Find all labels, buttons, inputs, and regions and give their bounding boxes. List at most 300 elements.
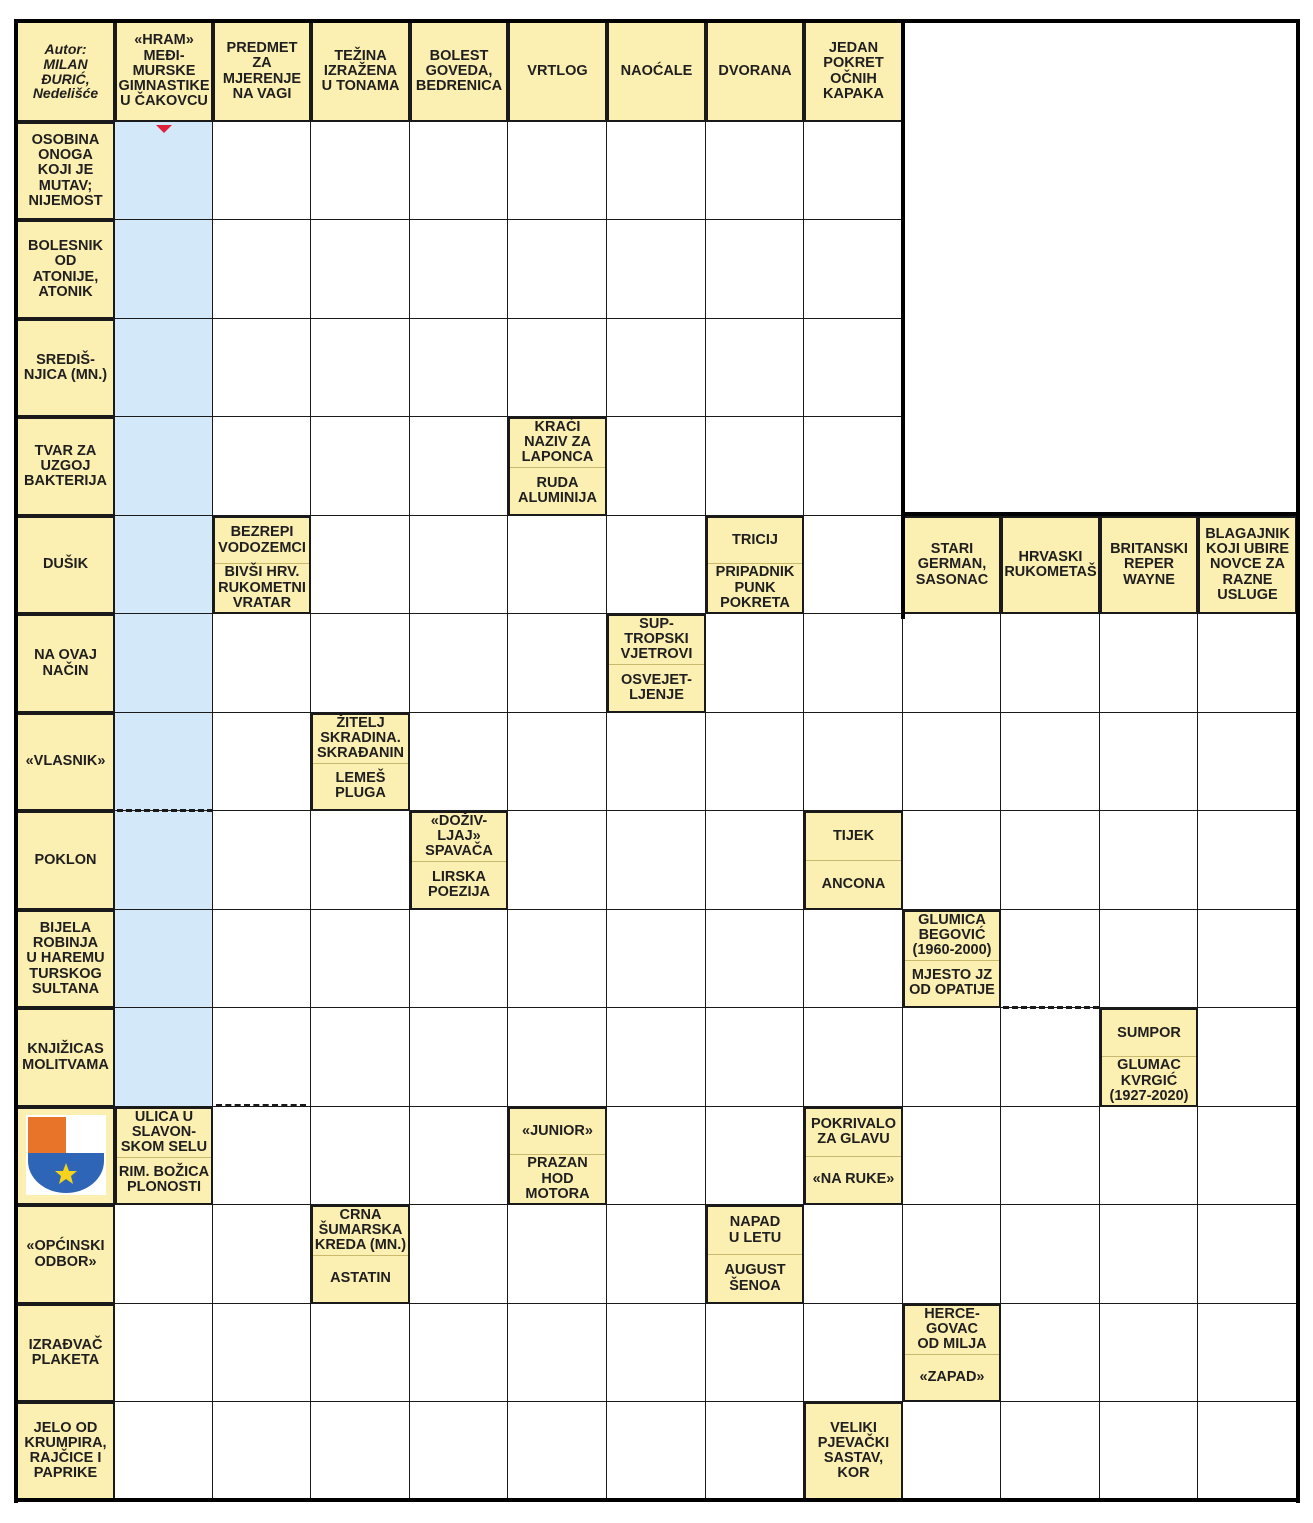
top-clue-naocale — [607, 21, 706, 122]
left-clue-tvar — [16, 417, 115, 516]
answer-cell[interactable] — [508, 319, 607, 417]
answer-cell[interactable] — [1100, 910, 1198, 1008]
clue-part — [215, 563, 309, 612]
answer-cell[interactable] — [1001, 713, 1100, 811]
answer-cell[interactable] — [706, 713, 804, 811]
answer-cell[interactable] — [508, 122, 607, 220]
answer-cell[interactable] — [115, 1402, 213, 1500]
clue-line: KOJI JE — [37, 162, 94, 179]
answer-cell[interactable] — [607, 220, 706, 319]
clue-line: TRICIJ — [732, 532, 778, 549]
clue-part — [510, 1109, 605, 1154]
clue-line: DVORANA — [718, 62, 792, 79]
inner-clue-pokrivalo — [804, 1107, 903, 1205]
answer-cell[interactable] — [1198, 1402, 1297, 1500]
clue-line: WAYNE — [1123, 571, 1175, 588]
answer-cell[interactable] — [903, 1205, 1001, 1304]
clue-line: JEDAN — [828, 40, 879, 57]
clue-line: REPER — [1124, 556, 1174, 573]
clue-line: VELIKI — [830, 1419, 877, 1436]
answer-cell[interactable] — [1198, 910, 1297, 1008]
clue-part — [313, 763, 408, 809]
dashed-separator — [216, 1104, 306, 1107]
answer-cell[interactable] — [311, 122, 410, 220]
clue-part — [313, 1255, 408, 1302]
clue-line: LIRSKA — [432, 868, 486, 885]
answer-cell[interactable] — [213, 713, 311, 811]
clue-part — [609, 616, 704, 664]
answer-cell[interactable] — [311, 417, 410, 516]
answer-cell[interactable] — [607, 319, 706, 417]
left-clue-izradjivac — [16, 1304, 115, 1402]
clue-line: HOD — [541, 1170, 574, 1187]
inner-clue-sumpor — [1100, 1008, 1198, 1107]
right-clue-stari-german — [903, 516, 1001, 614]
clue-line: NA OVAJ — [34, 647, 97, 664]
clue-line: ATONIK — [38, 283, 93, 300]
clue-line: SUMPOR — [1117, 1024, 1181, 1041]
inner-clue-crna — [311, 1205, 410, 1304]
clue-line: TROPSKI — [624, 631, 689, 648]
answer-cell[interactable] — [804, 516, 903, 614]
answer-cell[interactable] — [607, 1008, 706, 1107]
answer-cell[interactable] — [410, 417, 508, 516]
answer-cell[interactable] — [1198, 614, 1297, 713]
answer-cell[interactable] — [115, 122, 213, 220]
clue-line: TEŽINA — [334, 47, 387, 64]
clue-line: GOVEDA, — [425, 62, 493, 79]
answer-cell[interactable] — [410, 122, 508, 220]
clue-line: RUDA — [536, 474, 579, 491]
answer-cell[interactable] — [903, 713, 1001, 811]
answer-cell[interactable] — [410, 713, 508, 811]
answer-cell[interactable] — [311, 1008, 410, 1107]
answer-cell[interactable] — [607, 910, 706, 1008]
clue-line: BIVŠI HRV. — [224, 564, 300, 581]
clue-line: POEZIJA — [427, 883, 491, 900]
clue-line: LEMEŠ — [335, 770, 386, 787]
answer-cell[interactable] — [1001, 910, 1100, 1008]
clue-line: ATONIJE, — [32, 268, 99, 285]
clue-line: TIJEK — [832, 827, 875, 844]
frame-inner-vertical — [901, 19, 905, 619]
answer-cell[interactable] — [115, 910, 213, 1008]
clue-line: OSOBINA — [31, 131, 100, 148]
inner-clue-tricij — [706, 516, 804, 614]
top-clue-tezina — [311, 21, 410, 122]
answer-cell[interactable] — [311, 1107, 410, 1205]
answer-cell[interactable] — [607, 1304, 706, 1402]
clue-line: MOLITVAMA — [22, 1056, 109, 1073]
answer-cell[interactable] — [1001, 614, 1100, 713]
answer-cell[interactable] — [607, 1402, 706, 1500]
answer-cell[interactable] — [508, 811, 607, 910]
answer-cell[interactable] — [1100, 1304, 1198, 1402]
clue-line: (1960-2000) — [912, 942, 992, 959]
answer-cell[interactable] — [213, 1402, 311, 1500]
left-clue-poklon — [16, 811, 115, 910]
clue-part — [510, 467, 605, 514]
clue-part — [806, 1156, 901, 1204]
answer-cell[interactable] — [1198, 1008, 1297, 1107]
answer-cell[interactable] — [410, 516, 508, 614]
answer-cell[interactable] — [311, 1304, 410, 1402]
answer-cell[interactable] — [213, 319, 311, 417]
answer-cell[interactable] — [804, 220, 903, 319]
answer-cell[interactable] — [115, 713, 213, 811]
inner-clue-glumica — [903, 910, 1001, 1008]
clue-line: ALUMINIJA — [518, 489, 597, 506]
answer-cell[interactable] — [508, 1205, 607, 1304]
clue-line: KOJI UBIRE — [1206, 541, 1289, 558]
inner-clue-veliki — [804, 1402, 903, 1500]
clue-line: NAČIN — [42, 662, 89, 679]
answer-cell[interactable] — [607, 516, 706, 614]
frame-bottom — [14, 1498, 1299, 1502]
inner-clue-suptropski — [607, 614, 706, 713]
answer-cell[interactable] — [607, 811, 706, 910]
clue-line: KRUMPIRA, — [24, 1434, 107, 1451]
answer-cell[interactable] — [410, 1107, 508, 1205]
clue-line: BOLEST — [429, 47, 489, 64]
clue-line: RAJČICE I — [29, 1450, 102, 1466]
clue-line: GERMAN, — [917, 556, 987, 573]
answer-cell[interactable] — [804, 1008, 903, 1107]
clue-line: NA VAGI — [232, 85, 292, 102]
answer-cell[interactable] — [706, 1107, 804, 1205]
answer-cell[interactable] — [508, 516, 607, 614]
clue-line: KAPAKA — [823, 85, 884, 102]
clue-line: OD OPATIJE — [909, 982, 995, 999]
left-clue-osobina — [16, 122, 115, 220]
clue-part — [708, 518, 802, 563]
answer-cell[interactable] — [903, 614, 1001, 713]
answer-cell[interactable] — [410, 1304, 508, 1402]
left-clue-sredisnjica — [16, 319, 115, 417]
clue-line: ROBINJA — [32, 935, 99, 952]
author-clue — [16, 21, 115, 122]
clue-part — [510, 419, 605, 467]
clue-line: LAPONCA — [521, 449, 594, 466]
clue-line: «DOŽIV- — [430, 813, 488, 829]
clue-line: POKLON — [34, 851, 97, 868]
clue-line: KNJIŽICAS — [27, 1041, 104, 1058]
answer-cell[interactable] — [508, 1304, 607, 1402]
answer-cell[interactable] — [213, 910, 311, 1008]
answer-cell[interactable] — [410, 1008, 508, 1107]
answer-cell[interactable] — [1001, 811, 1100, 910]
answer-cell[interactable] — [706, 417, 804, 516]
answer-cell[interactable] — [607, 1205, 706, 1304]
answer-cell[interactable] — [1198, 713, 1297, 811]
clue-line: SASONAC — [915, 571, 989, 588]
answer-cell[interactable] — [115, 1205, 213, 1304]
answer-cell[interactable] — [1100, 713, 1198, 811]
clue-line: NJICA (MN.) — [23, 367, 108, 383]
frame-top-left — [14, 19, 905, 23]
answer-cell[interactable] — [115, 1304, 213, 1402]
answer-cell[interactable] — [1198, 1205, 1297, 1304]
clue-line: «OPĆINSKI — [26, 1238, 105, 1255]
clue-line: SKRADINA. — [320, 730, 401, 747]
clue-part — [609, 664, 704, 711]
answer-cell[interactable] — [1100, 614, 1198, 713]
clue-part — [412, 813, 506, 861]
clue-line: KREDA (MN.) — [314, 1237, 407, 1254]
clue-line: NAOĆALE — [620, 62, 693, 79]
answer-cell[interactable] — [311, 910, 410, 1008]
clue-line: PLUGA — [335, 785, 386, 802]
answer-cell[interactable] — [706, 1402, 804, 1500]
clue-line: PUNK — [734, 579, 776, 596]
answer-cell[interactable] — [311, 220, 410, 319]
answer-cell[interactable] — [903, 1107, 1001, 1205]
answer-cell[interactable] — [1100, 1205, 1198, 1304]
clue-line: LJAJ» — [437, 828, 481, 845]
answer-cell[interactable] — [706, 614, 804, 713]
clue-line: PRIPADNIK — [715, 564, 795, 581]
frame-inner-horizontal — [901, 512, 1300, 516]
answer-cell[interactable] — [213, 1008, 311, 1107]
clue-part — [708, 1207, 802, 1254]
clue-line: BAKTERIJA — [24, 473, 107, 490]
clue-line: BRITANSKI — [1110, 541, 1188, 558]
clue-line: ODBOR» — [34, 1253, 97, 1270]
answer-cell[interactable] — [1001, 1008, 1100, 1107]
answer-cell[interactable] — [1001, 1107, 1100, 1205]
top-clue-hram — [115, 21, 213, 122]
clue-part — [1102, 1056, 1196, 1105]
answer-cell[interactable] — [410, 910, 508, 1008]
answer-cell[interactable] — [903, 1008, 1001, 1107]
inner-clue-junior — [508, 1107, 607, 1205]
answer-cell[interactable] — [706, 1304, 804, 1402]
answer-cell[interactable] — [311, 1402, 410, 1500]
answer-cell[interactable] — [1100, 1107, 1198, 1205]
clue-line: PAPRIKE — [33, 1465, 98, 1482]
clue-line: BIJELA — [39, 919, 92, 936]
clue-line: NAZIV ZA — [524, 434, 591, 451]
clue-line: ONOGA — [38, 147, 93, 164]
frame-right — [1296, 19, 1300, 1503]
answer-cell[interactable] — [213, 614, 311, 713]
clue-line: USLUGE — [1217, 586, 1278, 603]
answer-cell[interactable] — [804, 713, 903, 811]
clue-part — [313, 1207, 408, 1255]
answer-cell[interactable] — [903, 1402, 1001, 1500]
clue-line: VRATAR — [232, 594, 292, 611]
clue-line: SULTANA — [31, 980, 100, 997]
answer-cell[interactable] — [508, 1402, 607, 1500]
answer-cell[interactable] — [115, 614, 213, 713]
clue-line: U HAREMU — [26, 950, 105, 967]
answer-cell[interactable] — [311, 319, 410, 417]
answer-cell[interactable] — [804, 910, 903, 1008]
answer-cell[interactable] — [115, 220, 213, 319]
clue-line: MOTORA — [525, 1185, 590, 1202]
arrow-down-icon — [156, 125, 172, 133]
answer-cell[interactable] — [804, 319, 903, 417]
answer-cell[interactable] — [115, 319, 213, 417]
answer-cell[interactable] — [508, 910, 607, 1008]
clue-line: BEZREPI — [230, 524, 294, 541]
answer-cell[interactable] — [706, 319, 804, 417]
left-clue-bijela — [16, 910, 115, 1008]
clue-line: BEGOVIĆ — [918, 927, 986, 944]
clue-line: RUKOMETAŠ — [1004, 564, 1097, 580]
answer-cell[interactable] — [706, 220, 804, 319]
answer-cell[interactable] — [607, 1107, 706, 1205]
answer-cell[interactable] — [213, 811, 311, 910]
answer-cell[interactable] — [311, 614, 410, 713]
clue-line: (1927-2020) — [1109, 1087, 1189, 1104]
answer-cell[interactable] — [804, 122, 903, 220]
answer-cell[interactable] — [607, 713, 706, 811]
clue-line: HERCE- — [924, 1306, 980, 1322]
answer-cell[interactable] — [508, 1008, 607, 1107]
clue-line: PLONOSTI — [126, 1179, 202, 1196]
top-clue-predmet — [213, 21, 311, 122]
clue-line: PRAZAN — [527, 1155, 588, 1172]
answer-cell[interactable] — [804, 1304, 903, 1402]
answer-cell[interactable] — [706, 811, 804, 910]
answer-cell[interactable] — [508, 713, 607, 811]
clue-part — [412, 861, 506, 908]
answer-cell[interactable] — [1001, 1205, 1100, 1304]
answer-cell[interactable] — [1001, 1304, 1100, 1402]
answer-cell[interactable] — [1198, 1107, 1297, 1205]
clue-part — [215, 518, 309, 563]
answer-cell[interactable] — [1001, 1402, 1100, 1500]
right-clue-blagajnik — [1198, 516, 1297, 614]
clue-line: VODOZEMCI — [218, 539, 306, 556]
right-clue-britanski — [1100, 516, 1198, 614]
answer-cell[interactable] — [903, 811, 1001, 910]
answer-cell[interactable] — [213, 417, 311, 516]
clue-line: KVRGIĆ — [1120, 1072, 1178, 1089]
clue-line: HRVASKI — [1018, 548, 1083, 565]
clue-line: U TONAMA — [321, 78, 400, 95]
answer-cell[interactable] — [410, 1402, 508, 1500]
left-clue-bolesnik — [16, 220, 115, 319]
clue-line: DUŠIK — [42, 556, 89, 573]
clue-line: U ČAKOVCU — [120, 93, 208, 110]
clue-line: NAPAD — [729, 1214, 781, 1231]
clue-line: NIJEMOST — [28, 192, 103, 209]
frame-top-right — [903, 19, 1299, 23]
left-clue-jelo — [16, 1402, 115, 1500]
coat-of-arms-icon — [26, 1115, 106, 1195]
answer-cell[interactable] — [213, 1107, 311, 1205]
answer-cell[interactable] — [607, 417, 706, 516]
answer-cell[interactable] — [706, 910, 804, 1008]
clue-line: BEDRENICA — [415, 78, 503, 95]
clue-line: AUGUST — [724, 1262, 786, 1279]
clue-line: SKRAĐANIN — [317, 745, 404, 762]
clue-part — [708, 1254, 802, 1302]
left-clue-dusik — [16, 516, 115, 614]
answer-cell[interactable] — [804, 1205, 903, 1304]
answer-cell[interactable] — [213, 122, 311, 220]
clue-line: IZRAĐVAČ — [28, 1336, 103, 1353]
clue-line: OČNIH — [830, 70, 877, 87]
answer-cell[interactable] — [1198, 1304, 1297, 1402]
clue-line: SKOM SELU — [120, 1139, 208, 1156]
clue-line: POKRETA — [720, 594, 790, 611]
clue-line: GIMNASTIKE — [118, 78, 210, 95]
answer-cell[interactable] — [115, 1008, 213, 1107]
answer-cell[interactable] — [311, 516, 410, 614]
clue-line: IZRAŽENA — [323, 62, 398, 79]
right-clue-hrvaski — [1001, 516, 1100, 614]
left-clue-na-ovaj — [16, 614, 115, 713]
clue-line: «VLASNIK» — [25, 753, 106, 770]
answer-cell[interactable] — [706, 1008, 804, 1107]
clue-line: NOVCE ZA — [1210, 556, 1285, 573]
answer-cell[interactable] — [804, 417, 903, 516]
clue-part — [806, 1109, 901, 1156]
answer-cell[interactable] — [706, 122, 804, 220]
top-clue-dvorana — [706, 21, 804, 122]
answer-cell[interactable] — [213, 1205, 311, 1304]
answer-cell[interactable] — [115, 811, 213, 910]
clue-line: SPAVAČA — [425, 843, 493, 860]
answer-cell[interactable] — [410, 614, 508, 713]
clue-line: ŠENOA — [729, 1277, 781, 1294]
answer-cell[interactable] — [410, 220, 508, 319]
clue-line: KRAĆI — [534, 419, 581, 435]
clue-line: RIM. BOŽICA — [118, 1164, 210, 1181]
inner-clue-zitelj — [311, 713, 410, 811]
clue-line: MURSKE — [132, 62, 196, 79]
clue-part — [905, 912, 999, 960]
answer-cell[interactable] — [1100, 811, 1198, 910]
clue-line: RAZNE — [1222, 571, 1273, 588]
inner-clue-dozivljaj — [410, 811, 508, 910]
clue-line: OD MILJA — [917, 1336, 987, 1353]
answer-cell[interactable] — [607, 122, 706, 220]
answer-cell[interactable] — [311, 811, 410, 910]
answer-cell[interactable] — [508, 614, 607, 713]
answer-cell[interactable] — [410, 319, 508, 417]
answer-cell[interactable] — [115, 516, 213, 614]
answer-cell[interactable] — [1100, 1402, 1198, 1500]
inner-clue-tijek — [804, 811, 903, 910]
clue-line: LJENJE — [629, 686, 684, 703]
clue-part — [806, 1404, 901, 1498]
clue-line: POKRIVALO — [810, 1116, 897, 1133]
clue-part — [806, 860, 901, 908]
clue-part — [806, 813, 901, 860]
clue-part — [117, 1109, 211, 1157]
answer-cell[interactable] — [115, 417, 213, 516]
left-clue-vlasnik — [16, 713, 115, 811]
clue-line: «NA RUKE» — [812, 1171, 895, 1188]
answer-cell[interactable] — [213, 1304, 311, 1402]
clue-line: ŽITELJ — [336, 715, 385, 731]
answer-cell[interactable] — [213, 220, 311, 319]
clue-line: RUKOMETNI — [218, 579, 306, 596]
answer-cell[interactable] — [804, 614, 903, 713]
clue-line: PJEVAČKI — [817, 1434, 890, 1451]
answer-cell[interactable] — [410, 1205, 508, 1304]
clue-line: CRNA — [339, 1207, 382, 1223]
answer-cell[interactable] — [508, 220, 607, 319]
answer-cell[interactable] — [1198, 811, 1297, 910]
clue-line: BLAGAJNIK — [1205, 525, 1290, 542]
clue-part — [510, 1154, 605, 1203]
clue-line: BOLESNIK — [28, 238, 103, 255]
